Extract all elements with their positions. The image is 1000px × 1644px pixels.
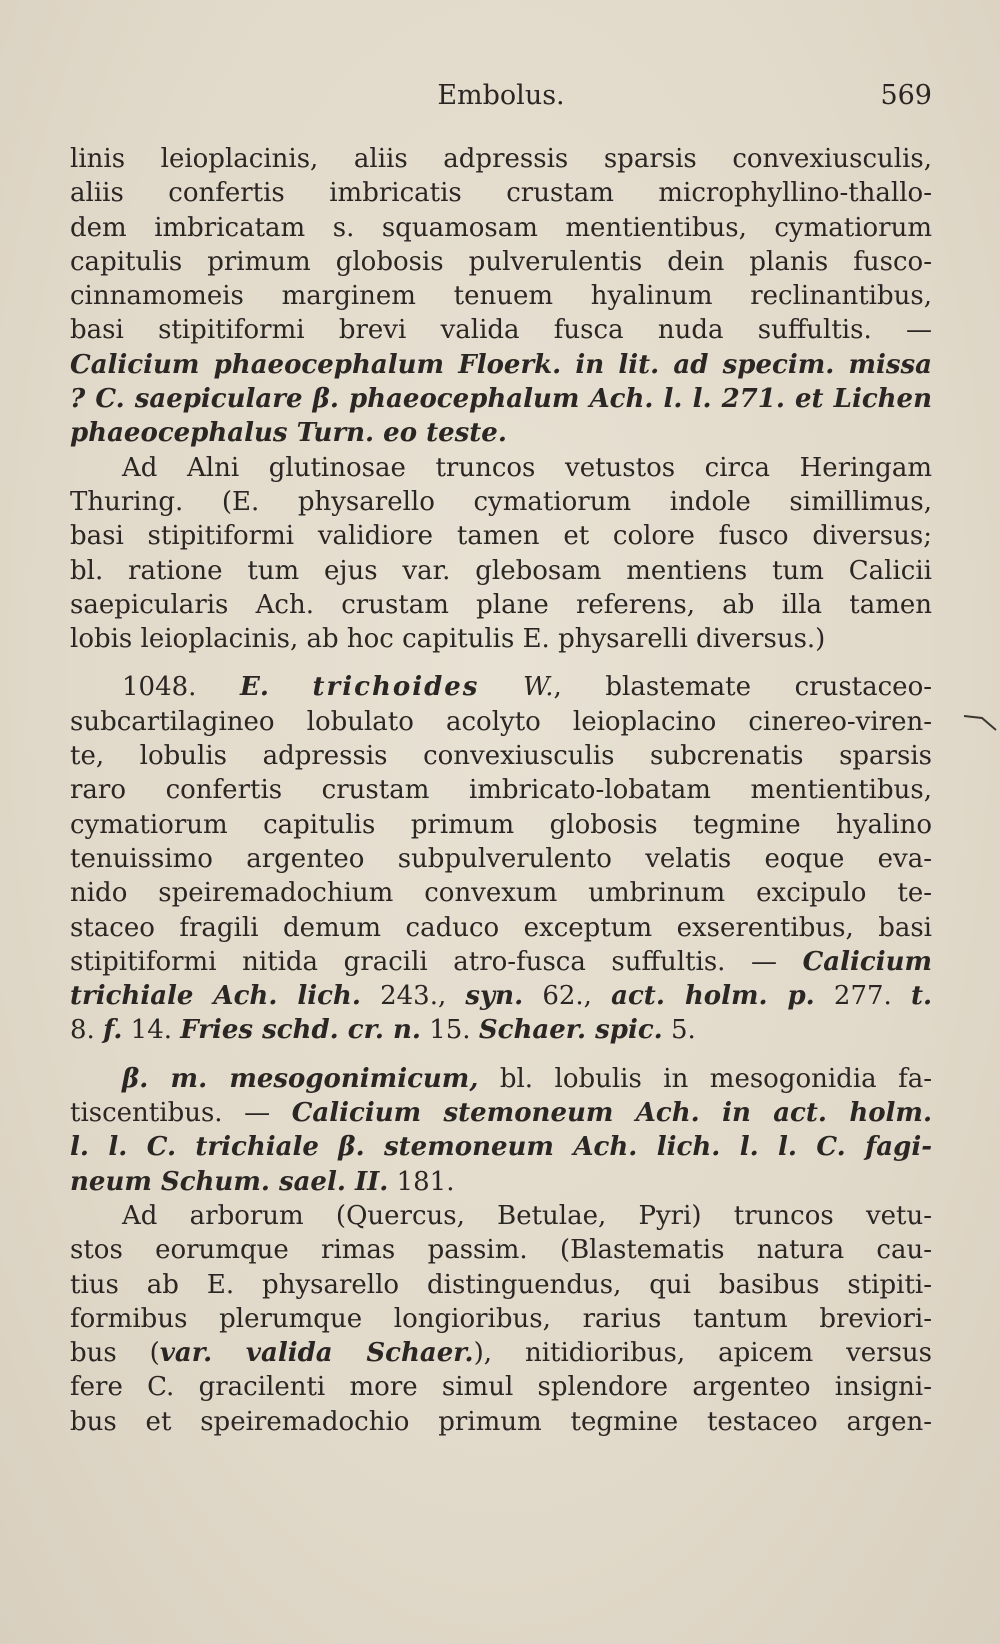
text-line: Thuring. (E. physarello cymatiorum indole simillimus, [70, 486, 932, 517]
text-line: capitulis primum globosis pulverulentis dein planis fusco- [70, 246, 932, 277]
text-line: fere C. gracilenti more simul splendore argenteo insigni- [70, 1372, 932, 1403]
entry-number: 1048. [122, 672, 197, 703]
text-line: formibus plerumque longioribus, rarius tantum breviori- [70, 1303, 932, 1334]
entry-species: trichoides [312, 672, 480, 703]
running-head [70, 76, 932, 116]
text-line: bus et speiremadochio primum tegmine testaceo argen- [70, 1406, 932, 1437]
text-line: tius ab E. physarello distinguendus, qui basibus stipiti- [70, 1269, 932, 1300]
text-line: ? C. saepiculare β. phaeocephalum Ach. l. l. 271. et Lichen [70, 384, 932, 415]
running-title: Embolus. [437, 80, 565, 111]
text-line: bl. ratione tum ejus var. glebosam mentiens tum Calicii [70, 555, 932, 586]
variety-line: β. m. mesogonimicum, bl. lobulis in mesogonidia fa- [122, 1063, 932, 1094]
text-line: dem imbricatam s. squamosam mentientibus, cymatiorum [70, 212, 932, 243]
text-line: stipitiformi nitida gracili atro-fusca suffultis. — Calicium [70, 946, 932, 977]
text-line: Ad arborum (Quercus, Betulae, Pyri) truncos vetu- [122, 1200, 932, 1231]
text-line: te, lobulis adpressis convexiusculis subcrenatis sparsis [70, 741, 932, 772]
text-line: linis leioplacinis, aliis adpressis sparsis convexiusculis, [70, 144, 932, 174]
text-line: staceo fragili demum caduco exceptum exserentibus, basi [70, 912, 932, 943]
text-line: neum Schum. sael. II. 181. [70, 1166, 455, 1197]
entry-text: , blastemate crustaceo- [553, 672, 932, 703]
text-line: cymatiorum capitulis primum globosis tegmine hyalino [70, 809, 932, 840]
entry-genus: E. [240, 672, 269, 703]
entry-author: W. [523, 672, 554, 703]
text-line: phaeocephalus Turn. eo teste. [70, 418, 507, 449]
text-line: Calicium phaeocephalum Floerk. in lit. ad specim. missa [70, 349, 932, 380]
text-line: tenuissimo argenteo subpulverulento velatis eoque eva- [70, 843, 932, 874]
text-line: aliis confertis imbricatis crustam microphyllino-thallo- [70, 178, 932, 209]
text-line: saepicularis Ach. crustam plane referens, ab illa tamen [70, 589, 932, 620]
page-number: 569 [880, 80, 932, 111]
pencil-mark [962, 712, 998, 732]
text-line: nido speiremadochium convexum umbrinum excipulo te- [70, 878, 932, 909]
text-line: l. l. C. trichiale β. stemoneum Ach. lich. l. l. C. fagi- [70, 1132, 932, 1163]
text-line: subcartilagineo lobulato acolyto leioplacino cinereo-viren- [70, 706, 932, 737]
text-line: stos eorumque rimas passim. (Blastematis natura cau- [70, 1235, 932, 1266]
text-line: basi stipitiformi validiore tamen et colore fusco diversus; [70, 521, 932, 552]
text-line: basi stipitiformi brevi valida fusca nuda suffultis. — [70, 315, 932, 346]
text-line: tiscentibus. — Calicium stemoneum Ach. in act. holm. [70, 1098, 932, 1129]
text-line: cinnamomeis marginem tenuem hyalinum reclinantibus, [70, 281, 932, 312]
text-line: 8. f. 14. Fries schd. cr. n. 15. Schaer. spic. 5. [70, 1015, 696, 1046]
entry-heading-line [70, 670, 932, 704]
text-line: Ad Alni glutinosae truncos vetustos circa Heringam [122, 452, 932, 483]
text-line: trichiale Ach. lich. 243., syn. 62., act. holm. p. 277. t. [70, 981, 932, 1012]
text-line: raro confertis crustam imbricato-lobatam mentientibus, [70, 775, 932, 806]
text-line: lobis leioplacinis, ab hoc capitulis E. physarelli diversus.) [70, 624, 826, 655]
body-text [70, 142, 932, 1439]
text-line: bus (var. valida Schaer.), nitidioribus, apicem versus [70, 1338, 932, 1369]
